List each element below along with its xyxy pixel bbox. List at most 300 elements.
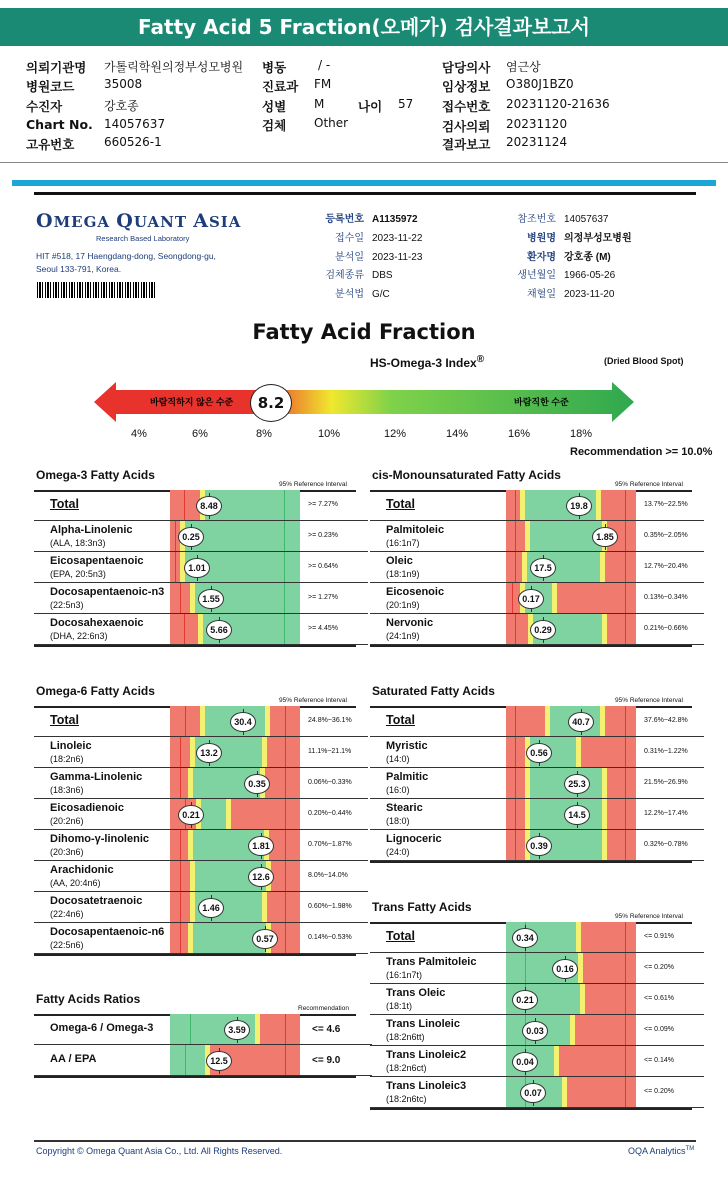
acid-name	[50, 498, 79, 511]
acid-name	[386, 802, 423, 828]
header-value: 가톨릭학원의정부성모병원	[104, 60, 244, 74]
header-label: 성별	[262, 99, 287, 114]
range-line	[625, 737, 626, 767]
range-bar	[170, 614, 300, 644]
info-row	[482, 248, 611, 263]
acid-label: Total	[50, 497, 79, 511]
acid-code: (20:3n6)	[50, 847, 84, 857]
range-line	[515, 799, 516, 829]
acid-label: Trans Linoleic	[386, 1018, 460, 1030]
table-row	[34, 923, 368, 954]
acid-label: Trans Linoleic2	[386, 1049, 467, 1061]
acid-name	[50, 926, 164, 952]
value-bubble: 8.48	[196, 496, 222, 516]
table-row	[370, 552, 704, 583]
table-row	[34, 1045, 372, 1076]
range-line	[285, 892, 286, 922]
range-segment	[581, 922, 636, 952]
acid-label: Omega-6 / Omega-3	[50, 1022, 154, 1034]
value-bubble: 0.07	[520, 1083, 546, 1103]
table-row	[370, 922, 704, 953]
range-line	[184, 490, 185, 520]
info-value: 2023-11-22	[372, 233, 423, 244]
reference-range: <= 0.09%	[644, 1026, 674, 1033]
table-row	[370, 830, 704, 861]
report-top-rule	[34, 192, 696, 195]
range-line	[285, 706, 286, 736]
acid-code: (22:5n3)	[50, 600, 84, 610]
info-value: 1966-05-26	[564, 270, 616, 281]
range-bar	[170, 830, 300, 860]
range-segment	[607, 799, 636, 829]
sample-type: (Dried Blood Spot)	[604, 356, 684, 366]
value-bubble: 19.8	[566, 496, 592, 516]
acid-name	[386, 740, 428, 766]
reference-range: 37.6%~42.8%	[644, 717, 688, 724]
acid-label: Docosahexaenoic	[50, 617, 144, 629]
table-row	[34, 706, 368, 737]
acid-label: Total	[386, 497, 415, 511]
range-line	[285, 737, 286, 767]
reference-range: 11.1%~21.1%	[308, 748, 352, 755]
info-value: A1135972	[372, 214, 418, 225]
table-row	[370, 737, 704, 768]
table-row	[34, 583, 368, 614]
info-label: 검체종류	[325, 270, 364, 281]
index-tick: 12%	[384, 428, 407, 440]
value-bubble: 0.04	[512, 1052, 538, 1072]
reference-range: >= 7.27%	[308, 501, 338, 508]
acid-name	[386, 524, 444, 550]
info-value: 2023-11-20	[564, 289, 615, 300]
arrow-good-label: 바람직한 수준	[514, 397, 569, 407]
range-line	[190, 1014, 191, 1044]
value-bubble: 1.55	[198, 589, 224, 609]
acid-code: (22:5n6)	[50, 940, 84, 950]
acid-name	[50, 524, 133, 550]
acid-label: Linoleic	[50, 740, 92, 752]
reference-range: 13.7%~22.5%	[644, 501, 688, 508]
reference-range: 21.5%~26.9%	[644, 779, 688, 786]
acid-name	[50, 714, 79, 727]
value-bubble: 1.81	[248, 836, 274, 856]
acid-name	[386, 956, 476, 982]
range-segment	[267, 892, 300, 922]
acid-label: Nervonic	[386, 617, 434, 629]
range-segment	[506, 552, 522, 582]
range-line	[284, 614, 285, 644]
range-line	[185, 706, 186, 736]
range-line	[185, 1045, 186, 1075]
panel-title: cis-Monounsaturated Fatty Acids	[372, 468, 561, 482]
info-label: 환자명	[527, 252, 556, 263]
acid-label: Alpha-Linolenic	[50, 524, 133, 536]
panel-title: Trans Fatty Acids	[372, 900, 472, 914]
ref-interval-label: 95% Reference Interval	[615, 913, 683, 920]
info-label: 채혈일	[527, 289, 556, 300]
info-label: 참조번호	[517, 214, 556, 225]
range-segment	[607, 830, 636, 860]
header-value: O380J1BZ0	[506, 77, 574, 91]
acid-code: (18:3n6)	[50, 785, 84, 795]
acid-code: (18:2n6tt)	[386, 1032, 425, 1042]
range-bar	[170, 768, 300, 798]
range-line	[512, 583, 513, 613]
table-row	[370, 984, 704, 1015]
info-row	[482, 210, 609, 225]
value-bubble: 0.21	[512, 990, 538, 1010]
value-bubble: 5.66	[206, 620, 232, 640]
index-value-bubble: 8.2	[250, 384, 292, 422]
reference-range: 0.35%~2.05%	[644, 532, 688, 539]
section-title: Fatty Acid Fraction	[252, 320, 476, 344]
value-bubble: 1.01	[184, 558, 210, 578]
reference-range: <= 0.61%	[644, 995, 674, 1002]
range-segment	[605, 552, 636, 582]
acid-code: (22:4n6)	[50, 909, 84, 919]
range-line	[625, 614, 626, 644]
reference-range: 12.2%~17.4%	[644, 810, 688, 817]
acid-code: (14:0)	[386, 754, 410, 764]
table-row	[34, 799, 368, 830]
range-line	[180, 737, 181, 767]
acid-name	[386, 1018, 460, 1044]
range-line	[515, 521, 516, 551]
ref-interval-label: 95% Reference Interval	[615, 697, 683, 704]
acid-code: (DHA, 22:6n3)	[50, 631, 108, 641]
range-line	[625, 1077, 626, 1107]
report-title: Fatty Acid 5 Fraction(오메가) 검사결과보고서	[0, 8, 728, 46]
acid-code: (18:2n6)	[50, 754, 84, 764]
reference-range: <= 0.91%	[644, 933, 674, 940]
header-label: 접수번호	[442, 99, 491, 114]
value-bubble: 25.3	[564, 774, 590, 794]
range-segment	[607, 614, 636, 644]
acid-name	[50, 1053, 96, 1066]
range-line	[184, 614, 185, 644]
reference-range: >= 0.64%	[308, 563, 338, 570]
value-bubble: 30.4	[230, 712, 256, 732]
table-row	[370, 490, 704, 521]
acid-label: Palmitic	[386, 771, 429, 783]
range-line	[625, 768, 626, 798]
info-row	[290, 210, 418, 225]
range-line	[285, 1045, 286, 1075]
table-row	[370, 583, 704, 614]
range-line	[180, 861, 181, 891]
table-row	[370, 521, 704, 552]
acid-name	[386, 833, 442, 859]
info-value: 2023-11-23	[372, 252, 423, 263]
acid-code: (16:1n7)	[386, 538, 420, 548]
range-segment	[605, 706, 636, 736]
brand-footer: OQA Analytics™	[628, 1146, 695, 1156]
header-value: 660526-1	[104, 135, 162, 149]
range-line	[625, 922, 626, 952]
table-row	[370, 1015, 704, 1046]
panel-title: Fatty Acids Ratios	[36, 992, 141, 1006]
acid-label: Trans Palmitoleic	[386, 956, 477, 968]
acid-label: Arachidonic	[50, 864, 114, 876]
info-label: 등록번호	[325, 214, 364, 225]
value-bubble: 0.35	[244, 774, 270, 794]
range-segment	[170, 830, 188, 860]
range-segment	[170, 768, 188, 798]
header-label: 나이	[358, 99, 383, 114]
acid-label: Trans Oleic	[386, 987, 446, 999]
acid-code: (EPA, 20:5n3)	[50, 569, 106, 579]
acid-name	[386, 498, 415, 511]
info-row	[290, 229, 422, 244]
acid-code: (18:2n6tc)	[386, 1094, 427, 1104]
reference-range: >= 0.23%	[308, 532, 338, 539]
acid-name	[386, 714, 415, 727]
range-segment	[231, 799, 300, 829]
reference-range: <= 4.6	[312, 1023, 341, 1035]
header-label: 고유번호	[26, 137, 75, 152]
reference-range: 0.60%~1.98%	[308, 903, 352, 910]
panel-title: Saturated Fatty Acids	[372, 684, 495, 698]
value-bubble: 0.39	[526, 836, 552, 856]
range-line	[515, 706, 516, 736]
table-row	[370, 706, 704, 737]
table-row	[370, 799, 704, 830]
header-value: 20231124	[506, 135, 568, 149]
acid-label: Oleic	[386, 555, 413, 567]
header-divider	[0, 162, 728, 163]
range-bar	[170, 892, 300, 922]
range-segment	[583, 953, 636, 983]
header-value: 57	[398, 97, 414, 111]
reference-range: <= 9.0	[312, 1054, 341, 1066]
range-line	[515, 614, 516, 644]
range-segment	[267, 737, 300, 767]
range-line	[625, 490, 626, 520]
range-segment	[506, 490, 520, 520]
acid-label: Docosatetraenoic	[50, 895, 143, 907]
header-label: 임상정보	[442, 79, 491, 94]
ref-interval-label: 95% Reference Interval	[279, 697, 347, 704]
reference-range: 0.20%~0.44%	[308, 810, 352, 817]
range-segment	[260, 1014, 300, 1044]
range-line	[180, 768, 181, 798]
range-line	[284, 521, 285, 551]
range-line	[625, 706, 626, 736]
reference-range: 0.21%~0.66%	[644, 625, 688, 632]
ref-interval-label: 95% Reference Interval	[615, 481, 683, 488]
acid-label: Eicosapentaenoic	[50, 555, 144, 567]
info-label: 분석일	[335, 252, 364, 263]
index-tick: 16%	[508, 428, 531, 440]
range-line	[625, 830, 626, 860]
acid-label: AA / EPA	[50, 1053, 97, 1065]
value-bubble: 0.34	[512, 928, 538, 948]
header-label: 수진자	[26, 99, 63, 114]
header-label: 병원코드	[26, 79, 75, 94]
header-value: Other	[314, 116, 349, 130]
range-line	[515, 768, 516, 798]
range-line	[180, 923, 181, 953]
acid-name	[50, 740, 92, 766]
range-line	[180, 583, 181, 613]
reference-range: >= 4.45%	[308, 625, 338, 632]
value-bubble: 1.85	[592, 527, 618, 547]
acid-code: (18:1t)	[386, 1001, 413, 1011]
value-bubble: 13.2	[196, 743, 222, 763]
info-value: DBS	[372, 270, 393, 281]
panel-title: Omega-6 Fatty Acids	[36, 684, 155, 698]
table-row	[34, 521, 368, 552]
range-bar	[170, 583, 300, 613]
acid-name	[386, 1080, 466, 1106]
company-address: HIT #518, 17 Haengdang-dong, Seongdong-gu, Seoul 133-791, Korea.	[36, 251, 216, 274]
range-line	[284, 583, 285, 613]
info-value: 강호종 (M)	[564, 252, 611, 263]
value-bubble: 17.5	[530, 558, 556, 578]
ref-interval-label: 95% Reference Interval	[279, 481, 347, 488]
acid-name	[50, 833, 149, 859]
acid-code: (24:0)	[386, 847, 410, 857]
acid-name	[50, 771, 142, 797]
index-arrow	[94, 382, 634, 422]
value-bubble: 12.5	[206, 1051, 232, 1071]
acid-label: Lignoceric	[386, 833, 442, 845]
info-row	[290, 266, 393, 281]
acid-label: Eicosenoic	[386, 586, 445, 598]
value-bubble: 0.25	[178, 527, 204, 547]
acid-name	[50, 864, 114, 890]
range-segment	[265, 768, 300, 798]
header-value: 강호종	[104, 99, 139, 113]
range-line	[175, 552, 176, 582]
reference-range: 0.14%~0.53%	[308, 934, 352, 941]
report-bottom-rule	[34, 1140, 696, 1142]
range-line	[180, 892, 181, 922]
table-row	[34, 768, 368, 799]
header-value: FM	[314, 77, 332, 91]
header-label: 결과보고	[442, 137, 491, 152]
range-bar	[506, 552, 636, 582]
reference-range: 24.8%~36.1%	[308, 717, 352, 724]
table-row	[34, 861, 368, 892]
acid-label: Docosapentaenoic-n3	[50, 586, 165, 598]
reference-range: 0.06%~0.33%	[308, 779, 352, 786]
value-bubble: 40.7	[568, 712, 594, 732]
table-row	[370, 953, 704, 984]
index-tick: 4%	[131, 428, 147, 440]
header-label: Chart No.	[26, 117, 93, 132]
logo-subtitle: Research Based Laboratory	[96, 234, 190, 243]
range-line	[285, 768, 286, 798]
value-bubble: 0.56	[526, 743, 552, 763]
range-segment	[170, 1045, 205, 1075]
info-row	[482, 229, 632, 244]
value-bubble: 0.16	[552, 959, 578, 979]
blue-divider	[12, 180, 716, 186]
acid-name	[50, 617, 144, 643]
range-bar	[170, 861, 300, 891]
header-value: 35008	[104, 77, 143, 91]
range-line	[284, 552, 285, 582]
acid-label: Total	[386, 713, 415, 727]
acid-code: (AA, 20:4n6)	[50, 878, 101, 888]
recommendation-label: Recommendation	[298, 1005, 349, 1012]
table-row	[370, 1077, 704, 1108]
reference-range: 0.70%~1.87%	[308, 841, 352, 848]
info-row	[290, 248, 422, 263]
header-label: 의뢰기관명	[26, 60, 87, 75]
acid-name	[386, 987, 445, 1013]
value-bubble: 0.17	[518, 589, 544, 609]
range-segment	[575, 1015, 636, 1045]
range-segment	[581, 737, 636, 767]
reference-range: 0.31%~1.22%	[644, 748, 688, 755]
reference-range: 0.32%~0.78%	[644, 841, 688, 848]
acid-name	[50, 895, 142, 921]
range-line	[625, 1015, 626, 1045]
info-value: 14057637	[564, 214, 609, 225]
reference-range: 12.7%~20.4%	[644, 563, 688, 570]
range-line	[625, 953, 626, 983]
acid-name	[386, 555, 420, 581]
acid-name	[386, 1049, 466, 1075]
value-bubble: 3.59	[224, 1020, 250, 1040]
range-segment	[601, 490, 636, 520]
range-bar	[506, 614, 636, 644]
range-segment	[506, 706, 545, 736]
acid-label: Docosapentaenoic-n6	[50, 926, 165, 938]
range-line	[625, 1046, 626, 1076]
range-bar	[170, 923, 300, 953]
range-line	[625, 583, 626, 613]
table-row	[34, 552, 368, 583]
panel-title: Omega-3 Fatty Acids	[36, 468, 155, 482]
acid-label: Gamma-Linolenic	[50, 771, 143, 783]
acid-code: (18:2n6ct)	[386, 1063, 427, 1073]
range-line	[525, 953, 526, 983]
acid-label: Trans Linoleic3	[386, 1080, 467, 1092]
table-row	[370, 1046, 704, 1077]
reference-range: 0.13%~0.34%	[644, 594, 688, 601]
acid-name	[386, 771, 428, 797]
table-row	[34, 830, 368, 861]
acid-code: (20:2n6)	[50, 816, 84, 826]
acid-code: (18:0)	[386, 816, 410, 826]
header-label: 검사의뢰	[442, 119, 491, 134]
index-tick: 8%	[256, 428, 272, 440]
range-segment	[506, 614, 528, 644]
info-label: 생년월일	[517, 270, 556, 281]
range-line	[175, 521, 176, 551]
acid-label: Total	[386, 929, 415, 943]
acid-label: Eicosadienoic	[50, 802, 124, 814]
range-bar	[170, 1045, 300, 1075]
range-bar	[170, 737, 300, 767]
acid-label: Total	[50, 713, 79, 727]
table-row	[370, 614, 704, 645]
range-line	[285, 799, 286, 829]
table-row	[34, 614, 368, 645]
acid-code: (18:1n9)	[386, 569, 420, 579]
header-label: 병동	[262, 60, 287, 75]
range-line	[515, 830, 516, 860]
acid-code: (20:1n9)	[386, 600, 420, 610]
range-line	[285, 861, 286, 891]
value-bubble: 0.29	[530, 620, 556, 640]
header-value: 20231120-21636	[506, 97, 610, 111]
header-label: 담당의사	[442, 60, 491, 75]
acid-name	[386, 617, 433, 643]
